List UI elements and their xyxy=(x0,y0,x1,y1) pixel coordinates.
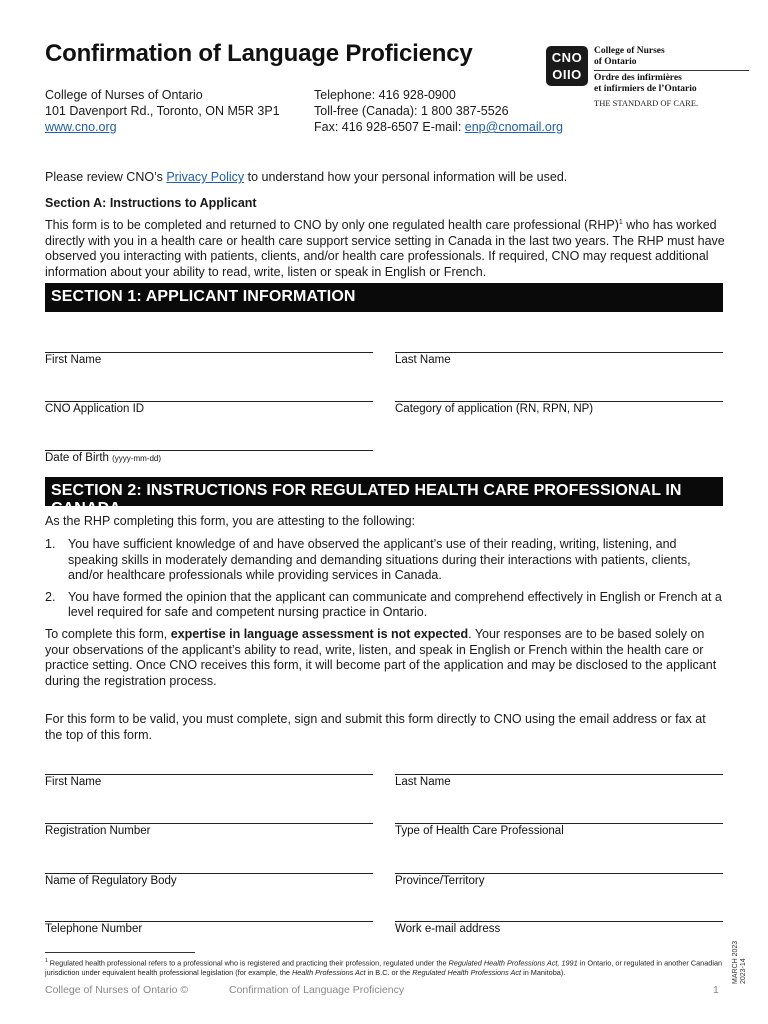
applicant-last-name-field[interactable]: Last Name xyxy=(395,352,723,366)
org-name: College of Nurses of Ontario xyxy=(45,88,203,102)
regulatory-body-field[interactable]: Name of Regulatory Body xyxy=(45,873,373,887)
applicant-first-name-field[interactable]: First Name xyxy=(45,352,373,366)
province-field[interactable]: Province/Territory xyxy=(395,873,723,887)
list-item: 2. You have formed the opinion that the applicant can communicate and comprehend effectively in English or French at a level required for safe and competent nursing practice in Ontario. xyxy=(45,589,722,619)
fax-email-label: Fax: 416 928-6507 E-mail: xyxy=(314,120,465,134)
validity-paragraph: For this form to be valid, you must complete, sign and submit this form directly to CNO using the email address or fax at the top of this form. xyxy=(45,712,706,742)
attestation-list xyxy=(45,537,725,625)
cno-logo xyxy=(546,46,746,112)
expertise-paragraph: To complete this form, expertise in language assessment is not expected. Your responses are to be based solely on your observations of the applicant’s ability to read, write, listen, and speak in English or French within the health care or practice setting. Once CNO receives this form, it will become part of the application and may be disclosed to the applicant during the registration process. xyxy=(45,627,717,688)
section-2-intro: As the RHP completing this form, you are attesting to the following: xyxy=(45,514,416,528)
logo-tagline: THE STANDARD OF CARE. xyxy=(594,98,699,108)
footnote-divider xyxy=(45,952,195,953)
logo-divider xyxy=(594,70,749,71)
page-title: Confirmation of Language Proficiency xyxy=(45,40,473,67)
cno-logo-mark: CNO OIIO xyxy=(546,46,588,86)
rhp-last-name-field[interactable]: Last Name xyxy=(395,774,723,788)
org-address: 101 Davenport Rd., Toronto, ON M5R 3P1 xyxy=(45,104,280,118)
registration-number-field[interactable]: Registration Number xyxy=(45,823,373,837)
revision-date: MARCH 2023 2023-14 xyxy=(732,940,747,984)
privacy-policy-link[interactable]: Privacy Policy xyxy=(166,170,245,184)
list-item: 1. You have sufficient knowledge of and have observed the applicant’s use of their reading, writing, listening, and speaking skills in moderately demanding and demanding situations during their interactions with patients, clients, and/or healthcare professionals while providing services in Canada. xyxy=(45,537,691,582)
professional-type-field[interactable]: Type of Health Care Professional xyxy=(395,823,723,837)
date-of-birth-field[interactable]: Date of Birth (yyyy-mm-dd) xyxy=(45,450,373,464)
footer-doc-title: Confirmation of Language Proficiency xyxy=(229,984,405,996)
website-link[interactable]: www.cno.org xyxy=(45,120,117,134)
tollfree: Toll-free (Canada): 1 800 387-5526 xyxy=(314,104,509,118)
dob-format-hint: (yyyy-mm-dd) xyxy=(112,454,162,463)
section-a-body: This form is to be completed and returned to CNO by only one regulated health care professional (RHP)$^1$ who has worked directly with you in a health care or health care support service setting in Canada in the last two years. The RHP must have observed you interacting with patients, clients, and/or health care professionals. If required, CNO may request additional information about your ability to read, write, listen or speak in English or French. xyxy=(45,218,725,279)
telephone-number-field[interactable]: Telephone Number xyxy=(45,921,373,935)
footnote: $^1$ Regulated health professional refers to a professional who is registered and practicing their profession, regulated under the Regulated Health Professions Act, 1991 in Ontario, or regulated in another Canadian jurisdiction under equivalent health professional legislation (for example, the Health Professions Act in B.C. or the Regulated Health Professions Act in Manitoba). xyxy=(45,958,723,977)
page-number: 1 xyxy=(713,984,719,996)
section-a-heading: Section A: Instructions to Applicant xyxy=(45,196,257,210)
footer-org: College of Nurses of Ontario © xyxy=(45,984,189,996)
application-id-field[interactable]: CNO Application ID xyxy=(45,401,373,415)
contact-phone-block xyxy=(314,87,563,135)
section-1-header: SECTION 1: APPLICANT INFORMATION xyxy=(45,283,723,312)
telephone: Telephone: 416 928-0900 xyxy=(314,88,456,102)
category-field[interactable]: Category of application (RN, RPN, NP) xyxy=(395,401,723,415)
email-link[interactable]: enp@cnomail.org xyxy=(464,120,563,134)
section-2-header: SECTION 2: INSTRUCTIONS FOR REGULATED HEALTH CARE PROFESSIONAL IN CANADA xyxy=(45,477,723,506)
work-email-field[interactable]: Work e-mail address xyxy=(395,921,723,935)
rhp-first-name-field[interactable]: First Name xyxy=(45,774,373,788)
cno-logo-text: College of Nurses of Ontario Ordre des infirmières et infirmiers de l’Ontario xyxy=(594,46,749,95)
contact-address-block xyxy=(45,87,280,135)
privacy-notice: Please review CNO’s Privacy Policy to understand how your personal information will be used. xyxy=(45,170,568,184)
